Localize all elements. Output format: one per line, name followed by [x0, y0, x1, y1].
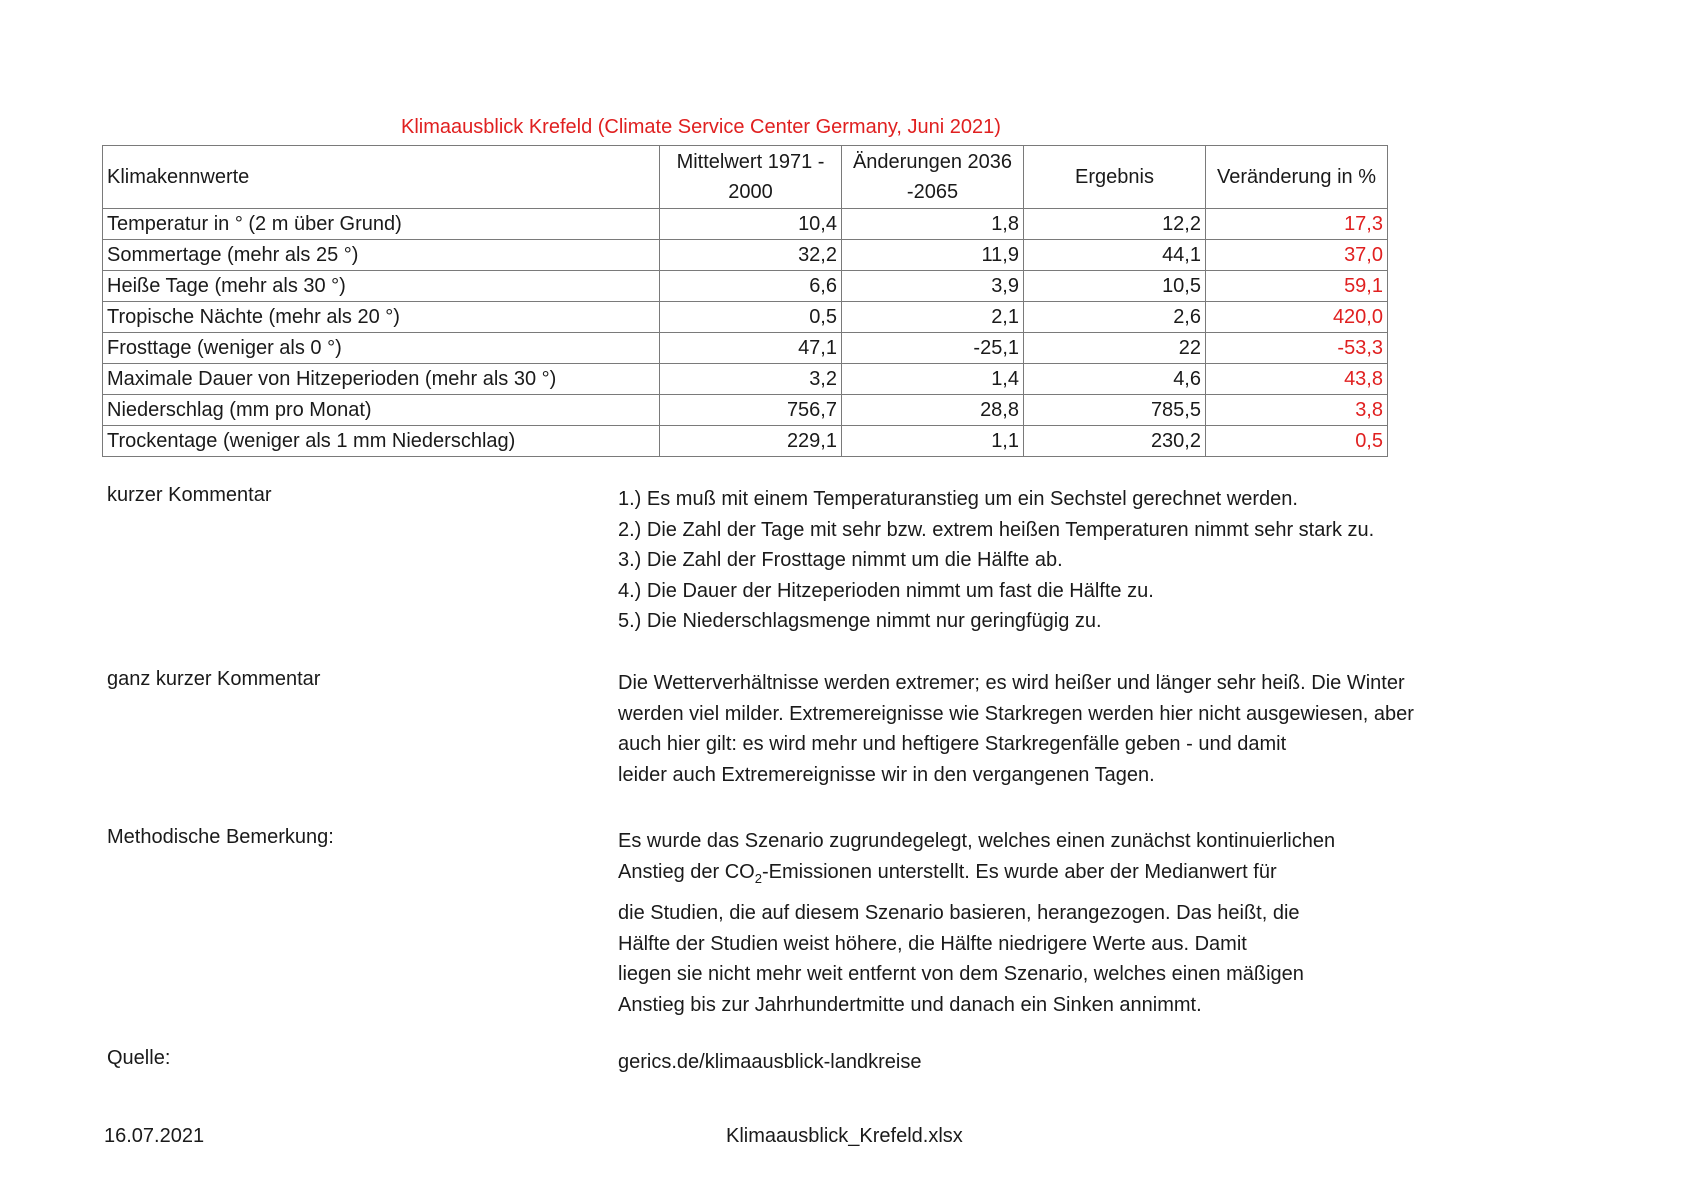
short-comment-line: 2.) Die Zahl der Tage mit sehr bzw. extrem heißen Temperaturen nimmt sehr stark zu. [618, 518, 1375, 541]
table-row [103, 240, 1388, 271]
value-cell: 44,1 [1024, 240, 1206, 271]
very-short-comment-line: werden viel milder. Extremereignisse wie Starkregen werden hier nicht ausgewiesen, aber [618, 702, 1414, 725]
value-cell: 1,8 [842, 209, 1024, 240]
change-percent-cell: 37,0 [1206, 240, 1388, 271]
change-percent-cell: -53,3 [1206, 333, 1388, 364]
method-label: Methodische Bemerkung: [107, 826, 334, 848]
row-label: Maximale Dauer von Hitzeperioden (mehr als 30 °) [103, 364, 660, 395]
table-row [103, 333, 1388, 364]
method-text [618, 826, 1335, 1021]
table-body [103, 209, 1388, 457]
method-line: Es wurde das Szenario zugrundegelegt, welches einen zunächst kontinuierlichen [618, 830, 1336, 852]
method-line-co2: Anstieg der $CO_2$-Emissionen unterstellt. Es wurde aber der Medianwert für [618, 860, 1277, 886]
short-comment-line: 4.) Die Dauer der Hitzeperioden nimmt um fast die Hälfte zu. [618, 579, 1154, 602]
footer-date: 16.07.2021 [104, 1125, 205, 1147]
row-label: Trockentage (weniger als 1 mm Niederschlag) [103, 426, 660, 457]
value-cell: 47,1 [660, 333, 842, 364]
header-ergebnis: Ergebnis [1024, 146, 1206, 209]
table-row [103, 395, 1388, 426]
table-row [103, 364, 1388, 395]
very-short-comment-line: Die Wetterverhältnisse werden extremer; es wird heißer und länger sehr heiß. Die Winter [618, 672, 1405, 694]
value-cell: 230,2 [1024, 426, 1206, 457]
row-label: Frosttage (weniger als 0 °) [103, 333, 660, 364]
value-cell: 22 [1024, 333, 1206, 364]
row-label: Heiße Tage (mehr als 30 °) [103, 271, 660, 302]
value-cell: 1,4 [842, 364, 1024, 395]
very-short-comment-text [618, 668, 1414, 790]
footer-filename: Klimaausblick_Krefeld.xlsx [726, 1125, 963, 1147]
short-comment-text [618, 484, 1374, 637]
short-comment-line: 5.) Die Niederschlagsmenge nimmt nur geringfügig zu. [618, 610, 1102, 633]
short-comment-label: kurzer Kommentar [107, 484, 272, 506]
header-klimakennwerte: Klimakennwerte [103, 146, 660, 209]
method-line: die Studien, die auf diesem Szenario basieren, herangezogen. Das heißt, die [618, 902, 1300, 925]
value-cell: 3,9 [842, 271, 1024, 302]
source-value: gerics.de/klimaausblick-landkreise [618, 1051, 922, 1073]
value-cell: 28,8 [842, 395, 1024, 426]
very-short-comment-line: auch hier gilt: es wird mehr und heftigere Starkregenfälle geben - und damit [618, 733, 1287, 756]
short-comment-line: 1.) Es muß mit einem Temperaturanstieg um ein Sechstel gerechnet werden. [618, 488, 1298, 510]
value-cell: 0,5 [660, 302, 842, 333]
method-rest-lines [618, 898, 1335, 1020]
table-row [103, 426, 1388, 457]
value-cell: 1,1 [842, 426, 1024, 457]
header-mittelwert: Mittelwert 1971 - 2000 [660, 146, 842, 209]
short-comment-line: 3.) Die Zahl der Frosttage nimmt um die Hälfte ab. [618, 549, 1063, 572]
change-percent-cell: 17,3 [1206, 209, 1388, 240]
row-label: Sommertage (mehr als 25 °) [103, 240, 660, 271]
method-line: Anstieg bis zur Jahrhundertmitte und danach ein Sinken annimmt. [618, 993, 1202, 1016]
change-percent-cell: 420,0 [1206, 302, 1388, 333]
row-label: Niederschlag (mm pro Monat) [103, 395, 660, 426]
table-row [103, 302, 1388, 333]
change-percent-cell: 0,5 [1206, 426, 1388, 457]
value-cell: 2,1 [842, 302, 1024, 333]
document-title: Klimaausblick Krefeld (Climate Service Center Germany, Juni 2021) [401, 116, 1001, 138]
value-cell: 756,7 [660, 395, 842, 426]
table-row [103, 271, 1388, 302]
table-row [103, 209, 1388, 240]
change-percent-cell: 3,8 [1206, 395, 1388, 426]
method-line: Hälfte der Studien weist höhere, die Hälfte niedrigere Werte aus. Damit [618, 932, 1247, 955]
source-label: Quelle: [107, 1047, 171, 1069]
value-cell: 12,2 [1024, 209, 1206, 240]
value-cell: -25,1 [842, 333, 1024, 364]
value-cell: 2,6 [1024, 302, 1206, 333]
change-percent-cell: 59,1 [1206, 271, 1388, 302]
value-cell: 785,5 [1024, 395, 1206, 426]
value-cell: 10,5 [1024, 271, 1206, 302]
value-cell: 11,9 [842, 240, 1024, 271]
header-aenderungen: Änderungen 2036 -2065 [842, 146, 1024, 209]
value-cell: 4,6 [1024, 364, 1206, 395]
header-veraenderung: Veränderung in % [1206, 146, 1388, 209]
very-short-comment-line: leider auch Extremereignisse wir in den vergangenen Tagen. [618, 763, 1155, 786]
change-percent-cell: 43,8 [1206, 364, 1388, 395]
table-header-row [103, 146, 1388, 209]
method-line: liegen sie nicht mehr weit entfernt von dem Szenario, welches einen mäßigen [618, 963, 1304, 986]
row-label: Tropische Nächte (mehr als 20 °) [103, 302, 660, 333]
value-cell: 10,4 [660, 209, 842, 240]
climate-table [102, 145, 1388, 457]
value-cell: 32,2 [660, 240, 842, 271]
value-cell: 229,1 [660, 426, 842, 457]
row-label: Temperatur in ° (2 m über Grund) [103, 209, 660, 240]
very-short-comment-label: ganz kurzer Kommentar [107, 668, 321, 690]
value-cell: 6,6 [660, 271, 842, 302]
value-cell: 3,2 [660, 364, 842, 395]
